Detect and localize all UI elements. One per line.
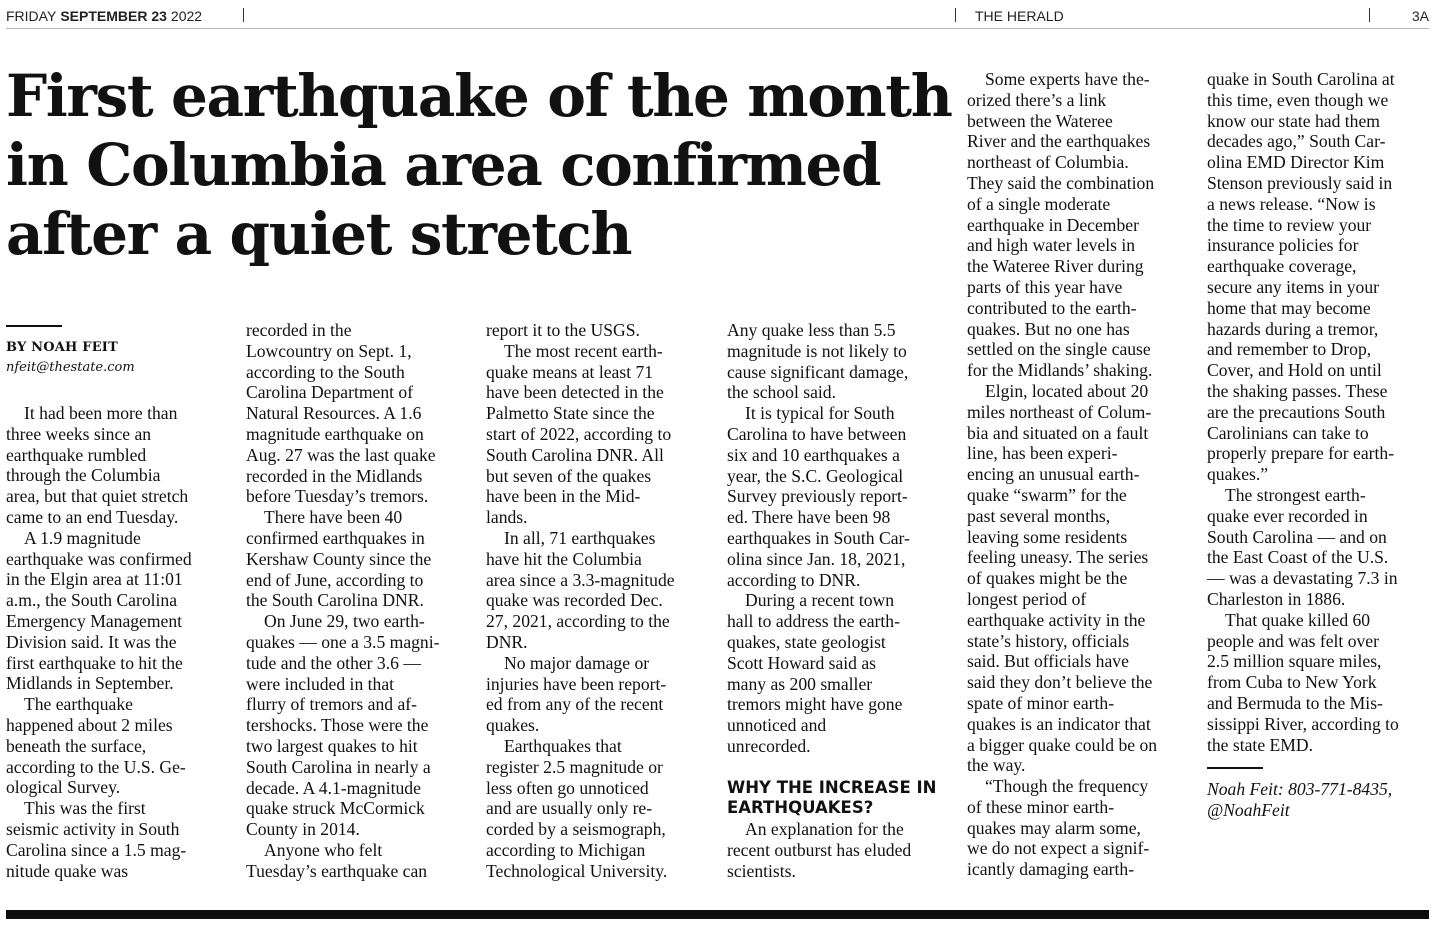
article-line: people and was felt over <box>1207 630 1379 651</box>
article-line: Midlands in September. <box>6 673 174 694</box>
article-line: Carolina to have between <box>727 423 907 444</box>
article-line: quake in South Carolina at <box>1207 69 1395 89</box>
article-line: Carolinians can take to <box>1207 422 1369 443</box>
folio-date <box>6 5 202 27</box>
article-line: beneath the surface, <box>6 735 147 756</box>
article-line: first earthquake to hit the <box>6 652 183 673</box>
headline-line: in Columbia area confirmed <box>6 131 881 199</box>
article-line: happened about 2 miles <box>6 714 173 735</box>
article-line: confirmed earthquakes in <box>246 527 425 548</box>
article-line: Elgin, located about 20 <box>985 380 1149 401</box>
folio-day: FRIDAY <box>6 8 57 24</box>
article-line: Division said. It was the <box>6 631 177 652</box>
article-line: the South Carolina DNR. <box>246 590 424 611</box>
article-line: Natural Resources. A 1.6 <box>246 403 422 424</box>
article-line: scientists. <box>727 860 796 881</box>
article-line: An explanation for the <box>745 819 904 840</box>
article-line: before Tuesday’s tremors. <box>246 486 429 507</box>
article-line: Emergency Management <box>6 610 183 631</box>
article-column-2 <box>246 320 466 882</box>
article-line: tude and the other 3.6 — <box>246 652 421 673</box>
article-line: lands. <box>486 507 528 528</box>
article-line: River and the earthquakes <box>967 131 1151 152</box>
article-line: recorded in the Midlands <box>246 465 423 486</box>
article-line: the school said. <box>727 382 836 403</box>
article-line: parts of this year have <box>967 276 1123 297</box>
article-line: olina since Jan. 18, 2021, <box>727 548 906 569</box>
article-line: hall to address the earth- <box>727 611 900 632</box>
article-line: quakes. <box>486 715 540 736</box>
article-line: end of June, according to <box>246 569 424 590</box>
article-line: line, has been experi- <box>967 443 1118 464</box>
article-line: two largest quakes to hit <box>246 735 418 756</box>
article-line: contributed to the earth- <box>967 297 1137 318</box>
article-line: It is typical for South <box>745 403 895 424</box>
article-line: earthquake coverage, <box>1207 256 1357 277</box>
article-line: sissippi River, according to <box>1207 713 1399 734</box>
article-line: On June 29, two earth- <box>264 611 425 632</box>
article-line: leaving some residents <box>967 526 1128 547</box>
article-line: County in 2014. <box>246 819 360 840</box>
article-line: unnoticed and <box>727 715 827 736</box>
article-line: decades ago,” South Car- <box>1207 131 1386 152</box>
article-line: a bigger quake could be on <box>967 734 1158 755</box>
article-column-3 <box>486 320 706 882</box>
article-line: said they don’t believe the <box>967 672 1153 693</box>
article-line: area, but that quiet stretch <box>6 486 189 507</box>
article-line: in the Elgin area at 11:01 <box>6 569 183 590</box>
headline-line: First earthquake of the month <box>6 62 952 130</box>
article-line: bia and situated on a fault <box>967 422 1149 443</box>
article-line: unrecorded. <box>727 735 811 756</box>
article-line: and Bermuda to the Mis- <box>1207 692 1383 713</box>
article-line: magnitude is not likely to <box>727 340 907 361</box>
article-line: insurance policies for <box>1207 235 1359 256</box>
article-line: quake “swarm” for the <box>967 484 1127 505</box>
article-line: quake was recorded Dec. <box>486 590 663 611</box>
article-line: A 1.9 magnitude <box>24 527 141 548</box>
article-line: Tuesday’s earthquake can <box>246 860 428 881</box>
article-line: we do not expect a signif- <box>967 838 1150 859</box>
header-rule <box>6 28 1429 29</box>
article-line: according to Michigan <box>486 839 646 860</box>
article-line: of these minor earth- <box>967 796 1115 817</box>
byline-rule <box>6 325 62 327</box>
article-line: orized there’s a link <box>967 89 1107 110</box>
article-line: quake means at least 71 <box>486 361 654 382</box>
article-line: recorded in the <box>246 320 352 340</box>
article-line: quakes. But no one has <box>967 318 1130 339</box>
article-line: area since a 3.3-magnitude <box>486 569 675 590</box>
headline-line: after a quiet stretch <box>6 200 632 268</box>
article-line: three weeks since an <box>6 423 152 444</box>
article-line: year, the S.C. Geological <box>727 465 904 486</box>
article-line: feeling uneasy. The series <box>967 547 1149 568</box>
article-column-4 <box>727 320 947 882</box>
article-line: Cover, and Hold on until <box>1207 360 1382 381</box>
article-line: Aug. 27 was the last quake <box>246 444 436 465</box>
author-email[interactable]: nfeit@thestate.com <box>6 360 135 375</box>
article-line: injuries have been report- <box>486 673 667 694</box>
folio-year: 2022 <box>170 8 203 24</box>
article-line: and remember to Drop, <box>1207 339 1372 360</box>
article-line: earthquake was confirmed <box>6 548 192 569</box>
article-line: There have been 40 <box>264 507 403 528</box>
article-line: recent outburst has eluded <box>727 839 912 860</box>
article-line: decade. A 4.1-magnitude <box>246 777 421 798</box>
article-line: No major damage or <box>504 652 650 673</box>
article-line: It had been more than <box>24 403 178 423</box>
article-line: Survey previously report- <box>727 486 908 507</box>
article-line: Stenson previously said in <box>1207 172 1393 193</box>
article-line: Carolina Department of <box>246 382 414 403</box>
folio-page-number: 3A <box>1411 8 1429 24</box>
article-line: between the Wateree <box>967 110 1113 131</box>
article-line: earthquakes in South Car- <box>727 527 910 548</box>
article-line: are the precautions South <box>1207 401 1386 422</box>
article-line: from Cuba to New York <box>1207 672 1377 693</box>
folio-month-day: SEPTEMBER 23 <box>60 8 167 24</box>
article-line: have been in the Mid- <box>486 486 641 507</box>
article-line: quakes, state geologist <box>727 631 886 652</box>
article-line: cause significant damage, <box>727 361 909 382</box>
article-line: The earthquake <box>24 694 133 715</box>
article-line: hazards during a tremor, <box>1207 318 1379 339</box>
article-line: six and 10 earthquakes a <box>727 444 900 465</box>
author-signature-contact: Noah Feit: 803-771-8435, <box>1207 779 1393 800</box>
article-line: according to the U.S. Ge- <box>6 756 186 777</box>
article-line: South Carolina in nearly a <box>246 756 431 777</box>
article-line: That quake killed 60 <box>1225 609 1371 630</box>
article-line: quake struck McCormick <box>246 798 425 819</box>
folio-divider <box>955 8 956 22</box>
article-line: settled on the single cause <box>967 339 1151 360</box>
article-line: the state EMD. <box>1207 734 1314 755</box>
article-line: longest period of <box>967 588 1087 609</box>
article-line: quakes may alarm some, <box>967 817 1141 838</box>
article-line: During a recent town <box>745 590 895 611</box>
article-line: said. But officials have <box>967 651 1129 672</box>
article-line: the time to review your <box>1207 214 1372 235</box>
article-line: encing an unusual earth- <box>967 464 1140 485</box>
article-line: earthquake in December <box>967 214 1139 235</box>
article-line: were included in that <box>246 673 395 694</box>
article-line: icantly damaging earth- <box>967 859 1135 880</box>
article-line: state’s history, officials <box>967 630 1130 651</box>
column-lines <box>1207 69 1427 755</box>
article-line: a news release. “Now is <box>1207 193 1376 214</box>
article-line: know our state had them <box>1207 110 1380 131</box>
article-line: tremors might have gone <box>727 694 903 715</box>
article-line: quakes is an indicator that <box>967 713 1151 734</box>
article-line: ed from any of the recent <box>486 694 664 715</box>
article-line: earthquake activity in the <box>967 609 1146 630</box>
article-line: In all, 71 earthquakes <box>504 527 656 548</box>
article-line: Anyone who felt <box>264 839 383 860</box>
article-line: have been detected in the <box>486 382 664 403</box>
article-line: according to the South <box>246 361 405 382</box>
article-line: The strongest earth- <box>1225 484 1366 505</box>
article-line: register 2.5 magnitude or <box>486 756 663 777</box>
article-line: DNR. <box>486 631 528 652</box>
article-line: quakes — one a 3.5 magni- <box>246 631 440 652</box>
article-line: less often go unnoticed <box>486 777 649 798</box>
article-line: Earthquakes that <box>504 735 622 756</box>
article-line: have hit the Columbia <box>486 548 642 569</box>
article-line: of quakes might be the <box>967 568 1128 589</box>
article-line: Kershaw County since the <box>246 548 432 569</box>
article-line: properly prepare for earth- <box>1207 443 1395 464</box>
article-line: the shaking passes. These <box>1207 380 1388 401</box>
article-line: South Carolina DNR. All <box>486 444 664 465</box>
folio-divider <box>243 8 244 22</box>
article-line: flurry of tremors and af- <box>246 694 417 715</box>
article-line: nitude quake was <box>6 860 129 881</box>
article-line: seismic activity in South <box>6 818 180 839</box>
article-line: “Though the frequency <box>985 776 1149 797</box>
article-line: home that may become <box>1207 297 1371 318</box>
article-line: the Wateree River during <box>967 256 1144 277</box>
article-line: through the Columbia <box>6 465 161 486</box>
article-line: and high water levels in <box>967 235 1136 256</box>
article-line: this time, even though we <box>1207 89 1389 110</box>
article-line <box>727 757 947 778</box>
article-line: report it to the USGS. <box>486 320 640 340</box>
article-line: Any quake less than 5.5 <box>727 320 896 340</box>
article-line: quakes.” <box>1207 464 1269 485</box>
article-line: ed. There have been 98 <box>727 507 891 528</box>
article-line: The most recent earth- <box>504 340 663 361</box>
article-line: Palmetto State since the <box>486 403 655 424</box>
article-line: South Carolina — and on <box>1207 526 1387 547</box>
article-line: corded by a seismograph, <box>486 819 666 840</box>
section-subhead: WHY THE INCREASE IN <box>727 777 937 797</box>
article-line: Technological University. <box>486 860 668 881</box>
article-line: a.m., the South Carolina <box>6 590 178 611</box>
article-line: start of 2022, according to <box>486 423 672 444</box>
article-line: 27, 2021, according to the <box>486 611 670 632</box>
article-line: quake ever recorded in <box>1207 505 1368 526</box>
article-line: according to DNR. <box>727 569 861 590</box>
article-line: Carolina since a 1.5 mag- <box>6 839 187 860</box>
article-line: the way. <box>967 755 1026 776</box>
article-line: Lowcountry on Sept. 1, <box>246 340 412 361</box>
article-line: but seven of the quakes <box>486 465 652 486</box>
article-line: This was the first <box>24 798 146 819</box>
article-line: and are usually only re- <box>486 798 653 819</box>
article-line: spate of minor earth- <box>967 692 1115 713</box>
article-line: for the Midlands’ shaking. <box>967 360 1153 381</box>
article-line: earthquake rumbled <box>6 444 147 465</box>
article-line: past several months, <box>967 505 1111 526</box>
article-line: of a single moderate <box>967 193 1111 214</box>
article-column-1 <box>6 403 226 881</box>
article-line: northeast of Columbia. <box>967 152 1129 173</box>
page-bottom-rule <box>6 910 1429 919</box>
article-line: Charleston in 1886. <box>1207 588 1346 609</box>
byline: BY NOAH FEIT <box>6 340 118 355</box>
article-line: tershocks. Those were the <box>246 715 429 736</box>
article-line: secure any items in your <box>1207 276 1379 297</box>
article-column-5 <box>967 69 1187 880</box>
article-line: magnitude earthquake on <box>246 423 424 444</box>
article-line: olina EMD Director Kim <box>1207 152 1385 173</box>
article-line: — was a devastating 7.3 in <box>1207 568 1398 589</box>
headline <box>6 62 956 269</box>
article-line: ological Survey. <box>6 777 121 798</box>
author-signature-handle[interactable]: @NoahFeit <box>1207 800 1290 821</box>
article-line: They said the combination <box>967 172 1155 193</box>
article-line: miles northeast of Colum- <box>967 401 1152 422</box>
signature-rule <box>1207 767 1263 769</box>
article-column-6 <box>1207 69 1427 821</box>
article-line: the East Coast of the U.S. <box>1207 547 1389 568</box>
article-line: came to an end Tuesday. <box>6 506 179 527</box>
folio-divider <box>1369 8 1370 22</box>
article-line: Some experts have the- <box>985 69 1150 89</box>
article-line: 2.5 million square miles, <box>1207 651 1382 672</box>
folio-paper-name: THE HERALD <box>975 8 1064 24</box>
article-line: Scott Howard said as <box>727 652 877 673</box>
section-subhead: EARTHQUAKES? <box>727 798 874 818</box>
article-line: many as 200 smaller <box>727 673 873 694</box>
